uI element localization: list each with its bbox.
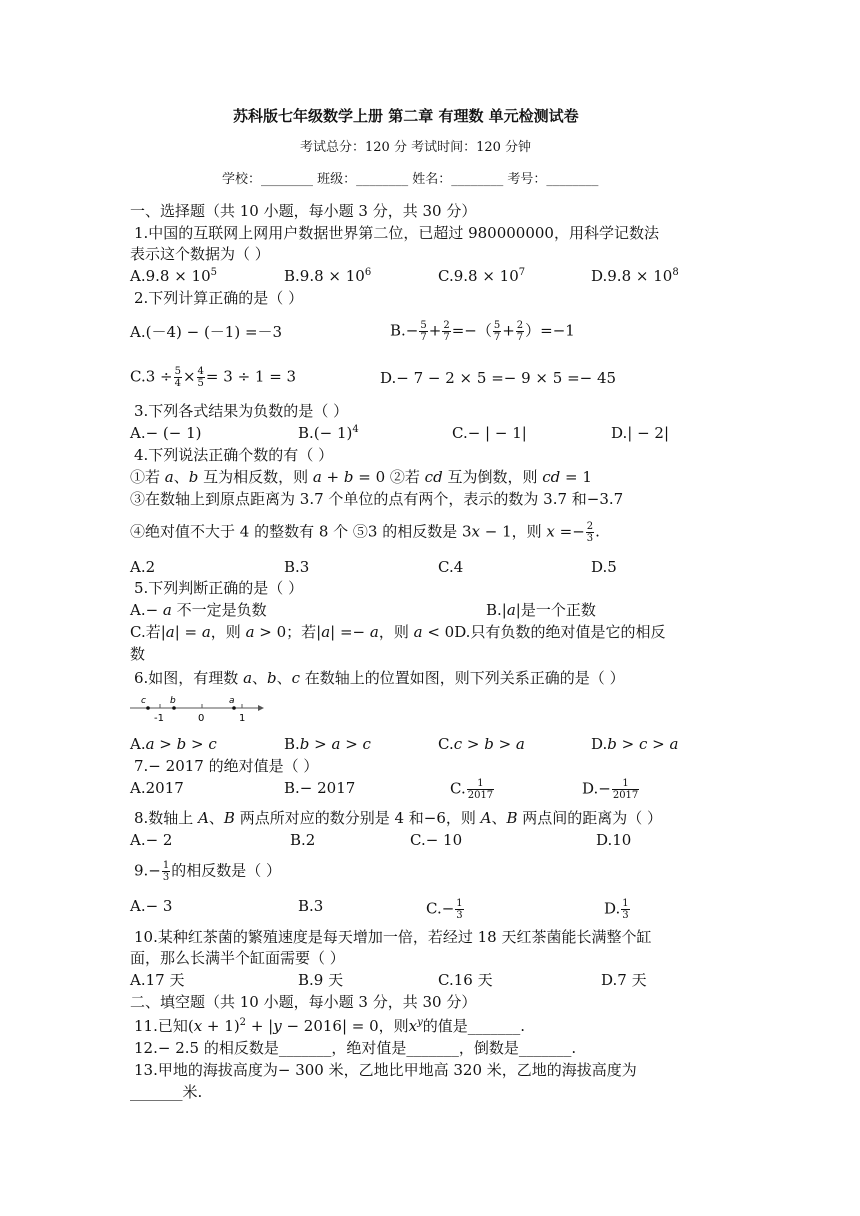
q1-d-exp: 8 [672, 267, 679, 278]
q11-exp2: 𝑦 [417, 1017, 423, 1028]
exam-title: 苏科版七年级数学上册 第二章 有理数 单元检测试卷 [233, 107, 579, 125]
axis-arrow-icon [258, 705, 264, 711]
q4-statement-4-5 [130, 521, 600, 544]
point-c [146, 706, 150, 710]
q9-stem-pre: 9.− [134, 861, 161, 880]
q4-statement-3: ③在数轴上到原点距离为 3.7 个单位的点有两个，表示的数为 3.7 和−3.7 [130, 490, 624, 508]
q2-b-mid2: =−（ [451, 321, 492, 340]
q13-line2: _______米. [130, 1083, 203, 1101]
point-a [232, 706, 236, 710]
q9-c-frac-den: 3 [456, 910, 463, 921]
q4-option-a: A.2 [130, 558, 156, 576]
q7-stem: 7.− 2017 的绝对值是（ ） [134, 757, 319, 775]
q7-option-b: B.− 2017 [284, 779, 356, 797]
q7-d-frac-den: 2017 [612, 790, 639, 801]
q7-d-pre: D.− [582, 779, 611, 798]
q4-option-d: D.5 [591, 558, 617, 576]
q8-option-d: D.10 [596, 831, 632, 849]
q8-option-c: C.− 10 [410, 831, 463, 849]
q3-option-c: C.− | − 1| [452, 424, 527, 442]
q5-option-d-cont: 数 [130, 645, 146, 663]
q2-b-frac4 [516, 320, 524, 343]
q2-b-frac2-den: 7 [443, 332, 450, 343]
label-one: 1 [239, 713, 246, 724]
section-heading-fill: 二、填空题（共 10 小题，每小题 3 分，共 30 分） [130, 993, 477, 1011]
q1-stem-line1: 1.中国的互联网上网用户数据世界第二位，已超过 980000000，用科学记数法 [134, 224, 659, 242]
q10-stem-line2: 面，那么长满半个缸面需要（ ） [130, 949, 345, 967]
q9-stem [134, 860, 281, 883]
q9-c-frac [455, 898, 463, 921]
q7-d-frac-num: 1 [612, 778, 639, 790]
q10-option-a: A.17 天 [130, 971, 185, 989]
q7-c-pre: C. [450, 779, 466, 798]
q2-b-pre: B.− [390, 321, 419, 340]
label-zero: 0 [198, 713, 205, 724]
q2-b-frac3-den: 7 [493, 332, 501, 343]
q2-option-c [130, 366, 296, 389]
q1-a-exp: 5 [210, 267, 218, 278]
q2-b-mid3: + [502, 321, 515, 340]
q6-option-a: A.𝑎 > 𝑏 > 𝑐 [130, 735, 217, 753]
label-neg1: -1 [154, 713, 164, 724]
q9-stem-frac-den: 3 [162, 872, 170, 883]
q8-option-a: A.− 2 [130, 831, 173, 849]
q5-option-c-d: C.若|𝑎| = 𝑎，则 𝑎 > 0；若|𝑎| =− 𝑎，则 𝑎 < 0D.只有负数的绝对值是它的相反 [130, 623, 666, 641]
q4-s3-pre: ④绝对值不大于 4 的整数有 8 个 ⑤3 的相反数是 3𝑥 − 1，则 𝑥 =− [130, 522, 585, 541]
q7-c-frac-num: 1 [467, 778, 494, 790]
q4-s3-post: . [595, 522, 600, 541]
q11-post: 的值是_______. [422, 1017, 526, 1035]
q5-stem: 5.下列判断正确的是（ ） [134, 579, 304, 597]
q6-number-line-figure [128, 694, 268, 726]
q1-option-b [284, 266, 371, 286]
q9-c-pre: C.− [426, 899, 455, 918]
q4-s3-frac [586, 521, 594, 544]
q7-c-frac-den: 2017 [467, 790, 494, 801]
q3-option-d: D.| − 2| [611, 424, 670, 442]
section-heading-choice: 一、选择题（共 10 小题，每小题 3 分，共 30 分） [130, 202, 477, 220]
q12-text: 12.− 2.5 的相反数是_______，绝对值是_______，倒数是_______. [134, 1039, 577, 1057]
q2-c-post: = 3 ÷ 1 = 3 [205, 367, 297, 386]
q2-c-frac1-den: 4 [174, 378, 181, 389]
q11-pre: 11.已知(𝑥 + 1) [134, 1017, 240, 1035]
q2-c-frac1 [174, 366, 182, 389]
point-b [172, 706, 176, 710]
q2-b-frac3-num: 5 [493, 320, 501, 331]
q1-option-c [438, 266, 525, 286]
q10-option-d: D.7 天 [601, 971, 647, 989]
q4-option-b: B.3 [284, 558, 310, 576]
q2-b-frac2-num: 2 [443, 320, 450, 331]
q9-d-pre: D. [604, 899, 621, 918]
q9-option-a: A.− 3 [130, 897, 173, 915]
q8-stem: 8.数轴上 𝐴、𝐵 两点所对应的数分别是 4 和−6，则 𝐴、𝐵 两点间的距离为（ ） [134, 809, 663, 827]
q9-option-b: B.3 [298, 897, 324, 915]
q9-stem-frac [162, 860, 170, 883]
q2-option-a: A.(－4) − (－1) =－3 [130, 323, 283, 341]
q9-option-c [426, 898, 465, 921]
q2-c-frac2-den: 5 [197, 378, 204, 389]
q1-b-exp: 6 [364, 267, 372, 278]
q2-b-frac4-den: 7 [516, 332, 524, 343]
q2-b-post: ）=−1 [525, 321, 575, 340]
label-a: a [229, 696, 235, 706]
q1-c-text: C.9.8 × 10 [438, 267, 519, 285]
q4-option-c: C.4 [438, 558, 464, 576]
q7-option-a: A.2017 [130, 779, 184, 797]
q9-option-d [604, 898, 631, 921]
q2-b-frac1-den: 7 [420, 332, 427, 343]
q3-stem: 3.下列各式结果为负数的是（ ） [134, 402, 349, 420]
q1-option-a [130, 266, 217, 286]
q11-mid: + |𝑦 − 2016| = 0，则𝑥 [246, 1017, 418, 1035]
q2-b-frac2 [442, 320, 450, 343]
q2-stem: 2.下列计算正确的是（ ） [134, 289, 304, 307]
q3-option-b [298, 423, 359, 443]
q9-stem-post: 的相反数是（ ） [171, 861, 282, 880]
q9-d-frac-den: 3 [622, 910, 629, 921]
q1-b-text: B.9.8 × 10 [284, 267, 365, 285]
label-c: c [141, 696, 146, 706]
q2-option-d: D.− 7 − 2 × 5 =− 9 × 5 =− 45 [380, 369, 617, 387]
q11-exp: 2 [239, 1017, 247, 1028]
q2-b-frac1-num: 5 [420, 320, 427, 331]
q4-s3-frac-num: 2 [586, 521, 594, 532]
q7-option-d [582, 778, 640, 801]
q2-c-mid: × [182, 367, 196, 386]
q10-option-b: B.9 天 [298, 971, 344, 989]
q4-statement-1-2: ①若 𝑎、𝑏 互为相反数，则 𝑎 + 𝑏 = 0 ②若 𝑐𝑑 互为倒数，则 𝑐𝑑 = 1 [130, 468, 592, 486]
q2-b-mid1: + [428, 321, 442, 340]
q6-option-c: C.𝑐 > 𝑏 > 𝑎 [438, 735, 525, 753]
exam-info: 考试总分：120 分 考试时间：120 分钟 [300, 140, 532, 155]
q2-b-frac3 [493, 320, 501, 343]
q5-option-b: B.|𝑎|是一个正数 [486, 601, 596, 619]
q7-d-frac [612, 778, 639, 801]
q9-c-frac-num: 1 [456, 898, 463, 909]
q1-a-text: A.9.8 × 10 [130, 267, 211, 285]
q3-b-exp: 4 [352, 424, 359, 435]
q8-option-b: B.2 [290, 831, 316, 849]
q7-c-frac [467, 778, 494, 801]
q3-b-text: B.(− 1) [298, 424, 353, 442]
q6-stem: 6.如图，有理数 𝑎、𝑏、𝑐 在数轴上的位置如图，则下列关系正确的是（ ） [134, 669, 625, 687]
student-info: 学校：________ 班级：________ 姓名：________ 考号：________ [222, 172, 599, 187]
q2-c-pre: C.3 ÷ [130, 367, 173, 386]
q2-b-frac4-num: 2 [516, 320, 524, 331]
q13-line1: 13.甲地的海拔高度为− 300 米，乙地比甲地高 320 米，乙地的海拔高度为 [134, 1061, 637, 1079]
q2-option-b [390, 320, 575, 343]
q5-option-a: A.− 𝑎 不一定是负数 [130, 601, 267, 619]
q6-option-b: B.𝑏 > 𝑎 > 𝑐 [284, 735, 371, 753]
q2-c-frac2-num: 4 [197, 366, 204, 377]
q10-stem-line1: 10.某种红茶菌的繁殖速度是每天增加一倍，若经过 18 天红茶菌能长满整个缸 [134, 928, 652, 946]
q10-option-c: C.16 天 [438, 971, 493, 989]
q4-s3-frac-den: 3 [586, 533, 594, 544]
q9-stem-frac-num: 1 [162, 860, 170, 871]
q2-c-frac2 [197, 366, 205, 389]
q1-c-exp: 7 [518, 267, 526, 278]
q9-d-frac [621, 898, 629, 921]
q4-stem: 4.下列说法正确个数的有（ ） [134, 446, 334, 464]
q6-option-d: D.𝑏 > 𝑐 > 𝑎 [591, 735, 679, 753]
q9-d-frac-num: 1 [622, 898, 629, 909]
q3-option-a: A.− (− 1) [130, 424, 202, 442]
q1-stem-line2: 表示这个数据为（ ） [130, 245, 270, 263]
q1-d-text: D.9.8 × 10 [591, 267, 673, 285]
q2-b-frac1 [419, 320, 427, 343]
q11-text [134, 1016, 525, 1036]
q7-option-c [450, 778, 495, 801]
q2-c-frac1-num: 5 [174, 366, 181, 377]
q1-option-d [591, 266, 679, 286]
label-b: b [170, 696, 176, 706]
